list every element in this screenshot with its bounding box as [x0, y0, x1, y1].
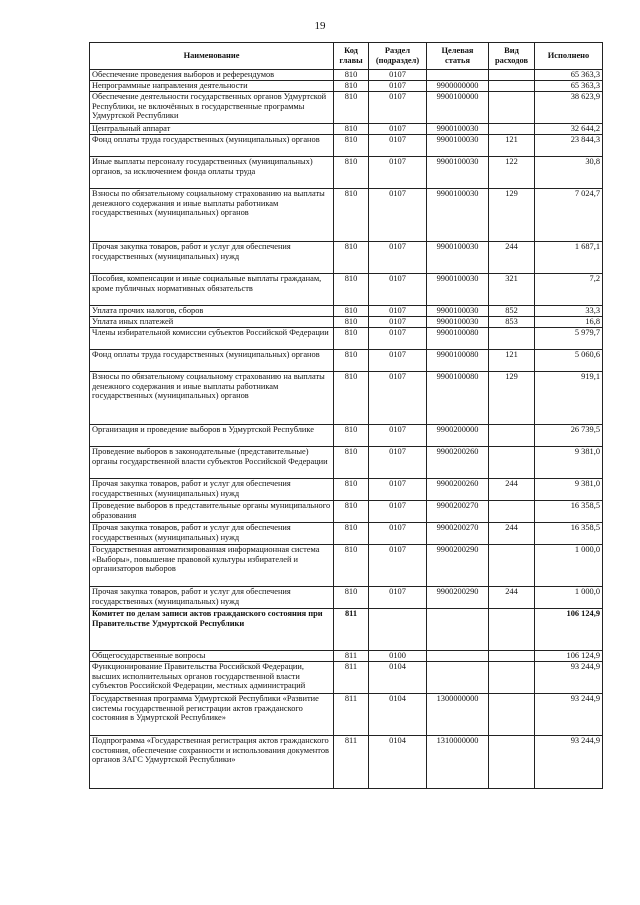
- cell-section: 0107: [369, 157, 427, 189]
- cell-name: Прочая закупка товаров, работ и услуг для обеспечения государственных (муниципальных) нужд: [90, 523, 334, 545]
- cell-article: 9900100030: [427, 274, 489, 306]
- cell-expense: 129: [489, 372, 535, 425]
- table-row: [90, 81, 603, 92]
- cell-code: 810: [334, 81, 369, 92]
- cell-amount: 16,8: [535, 317, 603, 328]
- cell-section: 0100: [369, 651, 427, 662]
- cell-name: Фонд оплаты труда государственных (муниципальных) органов: [90, 350, 334, 372]
- cell-expense: [489, 425, 535, 447]
- cell-code: 810: [334, 523, 369, 545]
- cell-amount: 65 363,3: [535, 81, 603, 92]
- table-row: [90, 694, 603, 736]
- cell-section: 0107: [369, 92, 427, 124]
- table-row: [90, 274, 603, 306]
- cell-code: 810: [334, 479, 369, 501]
- table-row: [90, 447, 603, 479]
- table-row: [90, 545, 603, 587]
- cell-code: 810: [334, 501, 369, 523]
- cell-code: 811: [334, 609, 369, 651]
- cell-article: [427, 70, 489, 81]
- table-row: [90, 70, 603, 81]
- cell-section: 0107: [369, 587, 427, 609]
- table-body: [90, 70, 603, 789]
- cell-name: Прочая закупка товаров, работ и услуг для обеспечения государственных (муниципальных) нужд: [90, 587, 334, 609]
- cell-section: [369, 609, 427, 651]
- cell-amount: 1 000,0: [535, 545, 603, 587]
- header-row: [90, 43, 603, 70]
- cell-amount: 5 060,6: [535, 350, 603, 372]
- cell-article: 9900100030: [427, 124, 489, 135]
- cell-name: Иные выплаты персоналу государственных (муниципальных) органов, за исключением фонда оплаты труда: [90, 157, 334, 189]
- cell-name: Проведение выборов в законодательные (представительные) органы государственной власти субъектов Российской Федерации: [90, 447, 334, 479]
- cell-expense: [489, 501, 535, 523]
- cell-amount: 106 124,9: [535, 609, 603, 651]
- header-code: Код главы: [334, 43, 369, 70]
- cell-article: 9900100030: [427, 189, 489, 242]
- cell-name: Уплата иных платежей: [90, 317, 334, 328]
- cell-expense: 244: [489, 242, 535, 274]
- cell-section: 0107: [369, 372, 427, 425]
- cell-name: Обеспечение проведения выборов и референдумов: [90, 70, 334, 81]
- cell-code: 811: [334, 662, 369, 694]
- cell-section: 0107: [369, 124, 427, 135]
- table-row: [90, 736, 603, 789]
- cell-section: 0107: [369, 274, 427, 306]
- cell-name: Государственная программа Удмуртской Республики «Развитие системы государственной регистрации актов гражданского состояния в Удмуртской Республике»: [90, 694, 334, 736]
- table-row: [90, 523, 603, 545]
- cell-article: [427, 662, 489, 694]
- table-row: [90, 306, 603, 317]
- cell-code: 810: [334, 587, 369, 609]
- cell-name: Комитет по делам записи актов гражданского состояния при Правительстве Удмуртской Республики: [90, 609, 334, 651]
- cell-code: 810: [334, 189, 369, 242]
- cell-article: 9900200270: [427, 501, 489, 523]
- cell-article: 9900100030: [427, 135, 489, 157]
- cell-article: 9900100080: [427, 328, 489, 350]
- cell-name: Фонд оплаты труда государственных (муниципальных) органов: [90, 135, 334, 157]
- cell-name: Уплата прочих налогов, сборов: [90, 306, 334, 317]
- cell-article: [427, 651, 489, 662]
- cell-section: 0107: [369, 242, 427, 274]
- cell-code: 810: [334, 545, 369, 587]
- cell-amount: 9 381,0: [535, 447, 603, 479]
- cell-section: 0104: [369, 694, 427, 736]
- cell-section: 0104: [369, 662, 427, 694]
- cell-amount: 16 358,5: [535, 501, 603, 523]
- cell-name: Взносы по обязательному социальному страхованию на выплаты денежного содержания и иные выплаты работникам государственных (муниципальных) органов: [90, 189, 334, 242]
- cell-code: 810: [334, 70, 369, 81]
- cell-expense: [489, 92, 535, 124]
- cell-code: 810: [334, 135, 369, 157]
- cell-code: 810: [334, 124, 369, 135]
- cell-section: 0107: [369, 350, 427, 372]
- table-header: [90, 43, 603, 70]
- cell-code: 810: [334, 306, 369, 317]
- cell-name: Общегосударственные вопросы: [90, 651, 334, 662]
- cell-code: 810: [334, 328, 369, 350]
- cell-section: 0107: [369, 523, 427, 545]
- cell-expense: 121: [489, 350, 535, 372]
- cell-code: 811: [334, 736, 369, 789]
- cell-expense: 244: [489, 587, 535, 609]
- cell-expense: 244: [489, 523, 535, 545]
- table-row: [90, 425, 603, 447]
- cell-name: Проведение выборов в представительные органы муниципального образования: [90, 501, 334, 523]
- cell-amount: 7,2: [535, 274, 603, 306]
- table-row: [90, 124, 603, 135]
- cell-code: 811: [334, 694, 369, 736]
- table-row: [90, 135, 603, 157]
- cell-amount: 919,1: [535, 372, 603, 425]
- table-row: [90, 92, 603, 124]
- cell-name: Прочая закупка товаров, работ и услуг для обеспечения государственных (муниципальных) нужд: [90, 242, 334, 274]
- cell-expense: [489, 81, 535, 92]
- cell-amount: 23 844,3: [535, 135, 603, 157]
- table-row: [90, 189, 603, 242]
- header-section: Раздел (подраздел): [369, 43, 427, 70]
- cell-expense: [489, 609, 535, 651]
- cell-code: 810: [334, 157, 369, 189]
- cell-code: 810: [334, 242, 369, 274]
- header-article: Целевая статья: [427, 43, 489, 70]
- cell-amount: 7 024,7: [535, 189, 603, 242]
- cell-amount: 32 644,2: [535, 124, 603, 135]
- cell-article: 9900100030: [427, 317, 489, 328]
- cell-expense: [489, 124, 535, 135]
- cell-amount: 16 358,5: [535, 523, 603, 545]
- table-row: [90, 317, 603, 328]
- cell-code: 810: [334, 92, 369, 124]
- cell-article: 9900200260: [427, 447, 489, 479]
- cell-section: 0107: [369, 328, 427, 350]
- cell-expense: [489, 545, 535, 587]
- cell-article: 9900200260: [427, 479, 489, 501]
- cell-name: Функционирование Правительства Российской Федерации, высших исполнительных органов государственной власти субъектов Российской Федерации, местных администраций: [90, 662, 334, 694]
- table-row: [90, 609, 603, 651]
- cell-code: 810: [334, 350, 369, 372]
- table-row: [90, 479, 603, 501]
- cell-code: 810: [334, 274, 369, 306]
- cell-section: 0107: [369, 317, 427, 328]
- cell-article: 9900100080: [427, 372, 489, 425]
- cell-section: 0107: [369, 189, 427, 242]
- cell-article: 9900100080: [427, 350, 489, 372]
- cell-amount: 93 244,9: [535, 694, 603, 736]
- cell-expense: 122: [489, 157, 535, 189]
- cell-section: 0107: [369, 81, 427, 92]
- cell-amount: 9 381,0: [535, 479, 603, 501]
- cell-code: 810: [334, 425, 369, 447]
- cell-expense: 853: [489, 317, 535, 328]
- cell-article: 9900200000: [427, 425, 489, 447]
- cell-amount: 1 000,0: [535, 587, 603, 609]
- cell-expense: [489, 447, 535, 479]
- cell-expense: 121: [489, 135, 535, 157]
- cell-expense: 129: [489, 189, 535, 242]
- budget-table: [89, 42, 603, 789]
- table-row: [90, 372, 603, 425]
- cell-code: 811: [334, 651, 369, 662]
- cell-expense: [489, 694, 535, 736]
- cell-expense: 321: [489, 274, 535, 306]
- cell-section: 0107: [369, 479, 427, 501]
- cell-expense: 852: [489, 306, 535, 317]
- cell-name: Центральный аппарат: [90, 124, 334, 135]
- cell-expense: [489, 662, 535, 694]
- cell-name: Взносы по обязательному социальному страхованию на выплаты денежного содержания и иные выплаты работникам государственных (муниципальных) органов: [90, 372, 334, 425]
- cell-amount: 65 363,3: [535, 70, 603, 81]
- table-row: [90, 157, 603, 189]
- cell-code: 810: [334, 372, 369, 425]
- cell-name: Прочая закупка товаров, работ и услуг для обеспечения государственных (муниципальных) нужд: [90, 479, 334, 501]
- table-row: [90, 651, 603, 662]
- cell-name: Государственная автоматизированная информационная система «Выборы», повышение правовой культуры избирателей и организаторов выборов: [90, 545, 334, 587]
- cell-name: Пособия, компенсации и иные социальные выплаты гражданам, кроме публичных нормативных обязательств: [90, 274, 334, 306]
- cell-code: 810: [334, 447, 369, 479]
- cell-section: 0107: [369, 545, 427, 587]
- header-name: Наименование: [90, 43, 334, 70]
- cell-expense: [489, 328, 535, 350]
- cell-amount: 93 244,9: [535, 736, 603, 789]
- cell-article: 9900100030: [427, 306, 489, 317]
- cell-amount: 38 623,9: [535, 92, 603, 124]
- table-row: [90, 350, 603, 372]
- cell-article: 9900000000: [427, 81, 489, 92]
- cell-name: Подпрограмма «Государственная регистрация актов гражданского состояния, обеспечение сохранности и использования документов органов ЗАГС Удмуртской Республики»: [90, 736, 334, 789]
- cell-amount: 30,8: [535, 157, 603, 189]
- table-row: [90, 662, 603, 694]
- cell-section: 0107: [369, 447, 427, 479]
- cell-article: 9900100030: [427, 157, 489, 189]
- cell-expense: [489, 651, 535, 662]
- cell-name: Непрограммные направления деятельности: [90, 81, 334, 92]
- cell-article: 1310000000: [427, 736, 489, 789]
- cell-amount: 5 979,7: [535, 328, 603, 350]
- cell-expense: [489, 70, 535, 81]
- table-row: [90, 501, 603, 523]
- table-row: [90, 242, 603, 274]
- cell-amount: 106 124,9: [535, 651, 603, 662]
- cell-article: 9900200290: [427, 587, 489, 609]
- header-expense: Вид расходов: [489, 43, 535, 70]
- cell-amount: 1 687,1: [535, 242, 603, 274]
- cell-amount: 26 739,5: [535, 425, 603, 447]
- cell-amount: 93 244,9: [535, 662, 603, 694]
- cell-section: 0107: [369, 501, 427, 523]
- table-row: [90, 328, 603, 350]
- cell-article: 9900200270: [427, 523, 489, 545]
- header-amount: Исполнено: [535, 43, 603, 70]
- cell-article: 9900100000: [427, 92, 489, 124]
- page-number: 19: [314, 20, 326, 32]
- cell-expense: [489, 736, 535, 789]
- cell-name: Обеспечение деятельности государственных органов Удмуртской Республики, не включённых в государственные программы Удмуртской Республики: [90, 92, 334, 124]
- cell-section: 0104: [369, 736, 427, 789]
- cell-name: Организация и проведение выборов в Удмуртской Республике: [90, 425, 334, 447]
- cell-section: 0107: [369, 306, 427, 317]
- cell-section: 0107: [369, 135, 427, 157]
- cell-expense: 244: [489, 479, 535, 501]
- cell-article: [427, 609, 489, 651]
- cell-code: 810: [334, 317, 369, 328]
- cell-article: 1300000000: [427, 694, 489, 736]
- cell-amount: 33,3: [535, 306, 603, 317]
- cell-article: 9900100030: [427, 242, 489, 274]
- table-row: [90, 587, 603, 609]
- cell-name: Члены избирательной комиссии субъектов Российской Федерации: [90, 328, 334, 350]
- cell-article: 9900200290: [427, 545, 489, 587]
- cell-section: 0107: [369, 70, 427, 81]
- cell-section: 0107: [369, 425, 427, 447]
